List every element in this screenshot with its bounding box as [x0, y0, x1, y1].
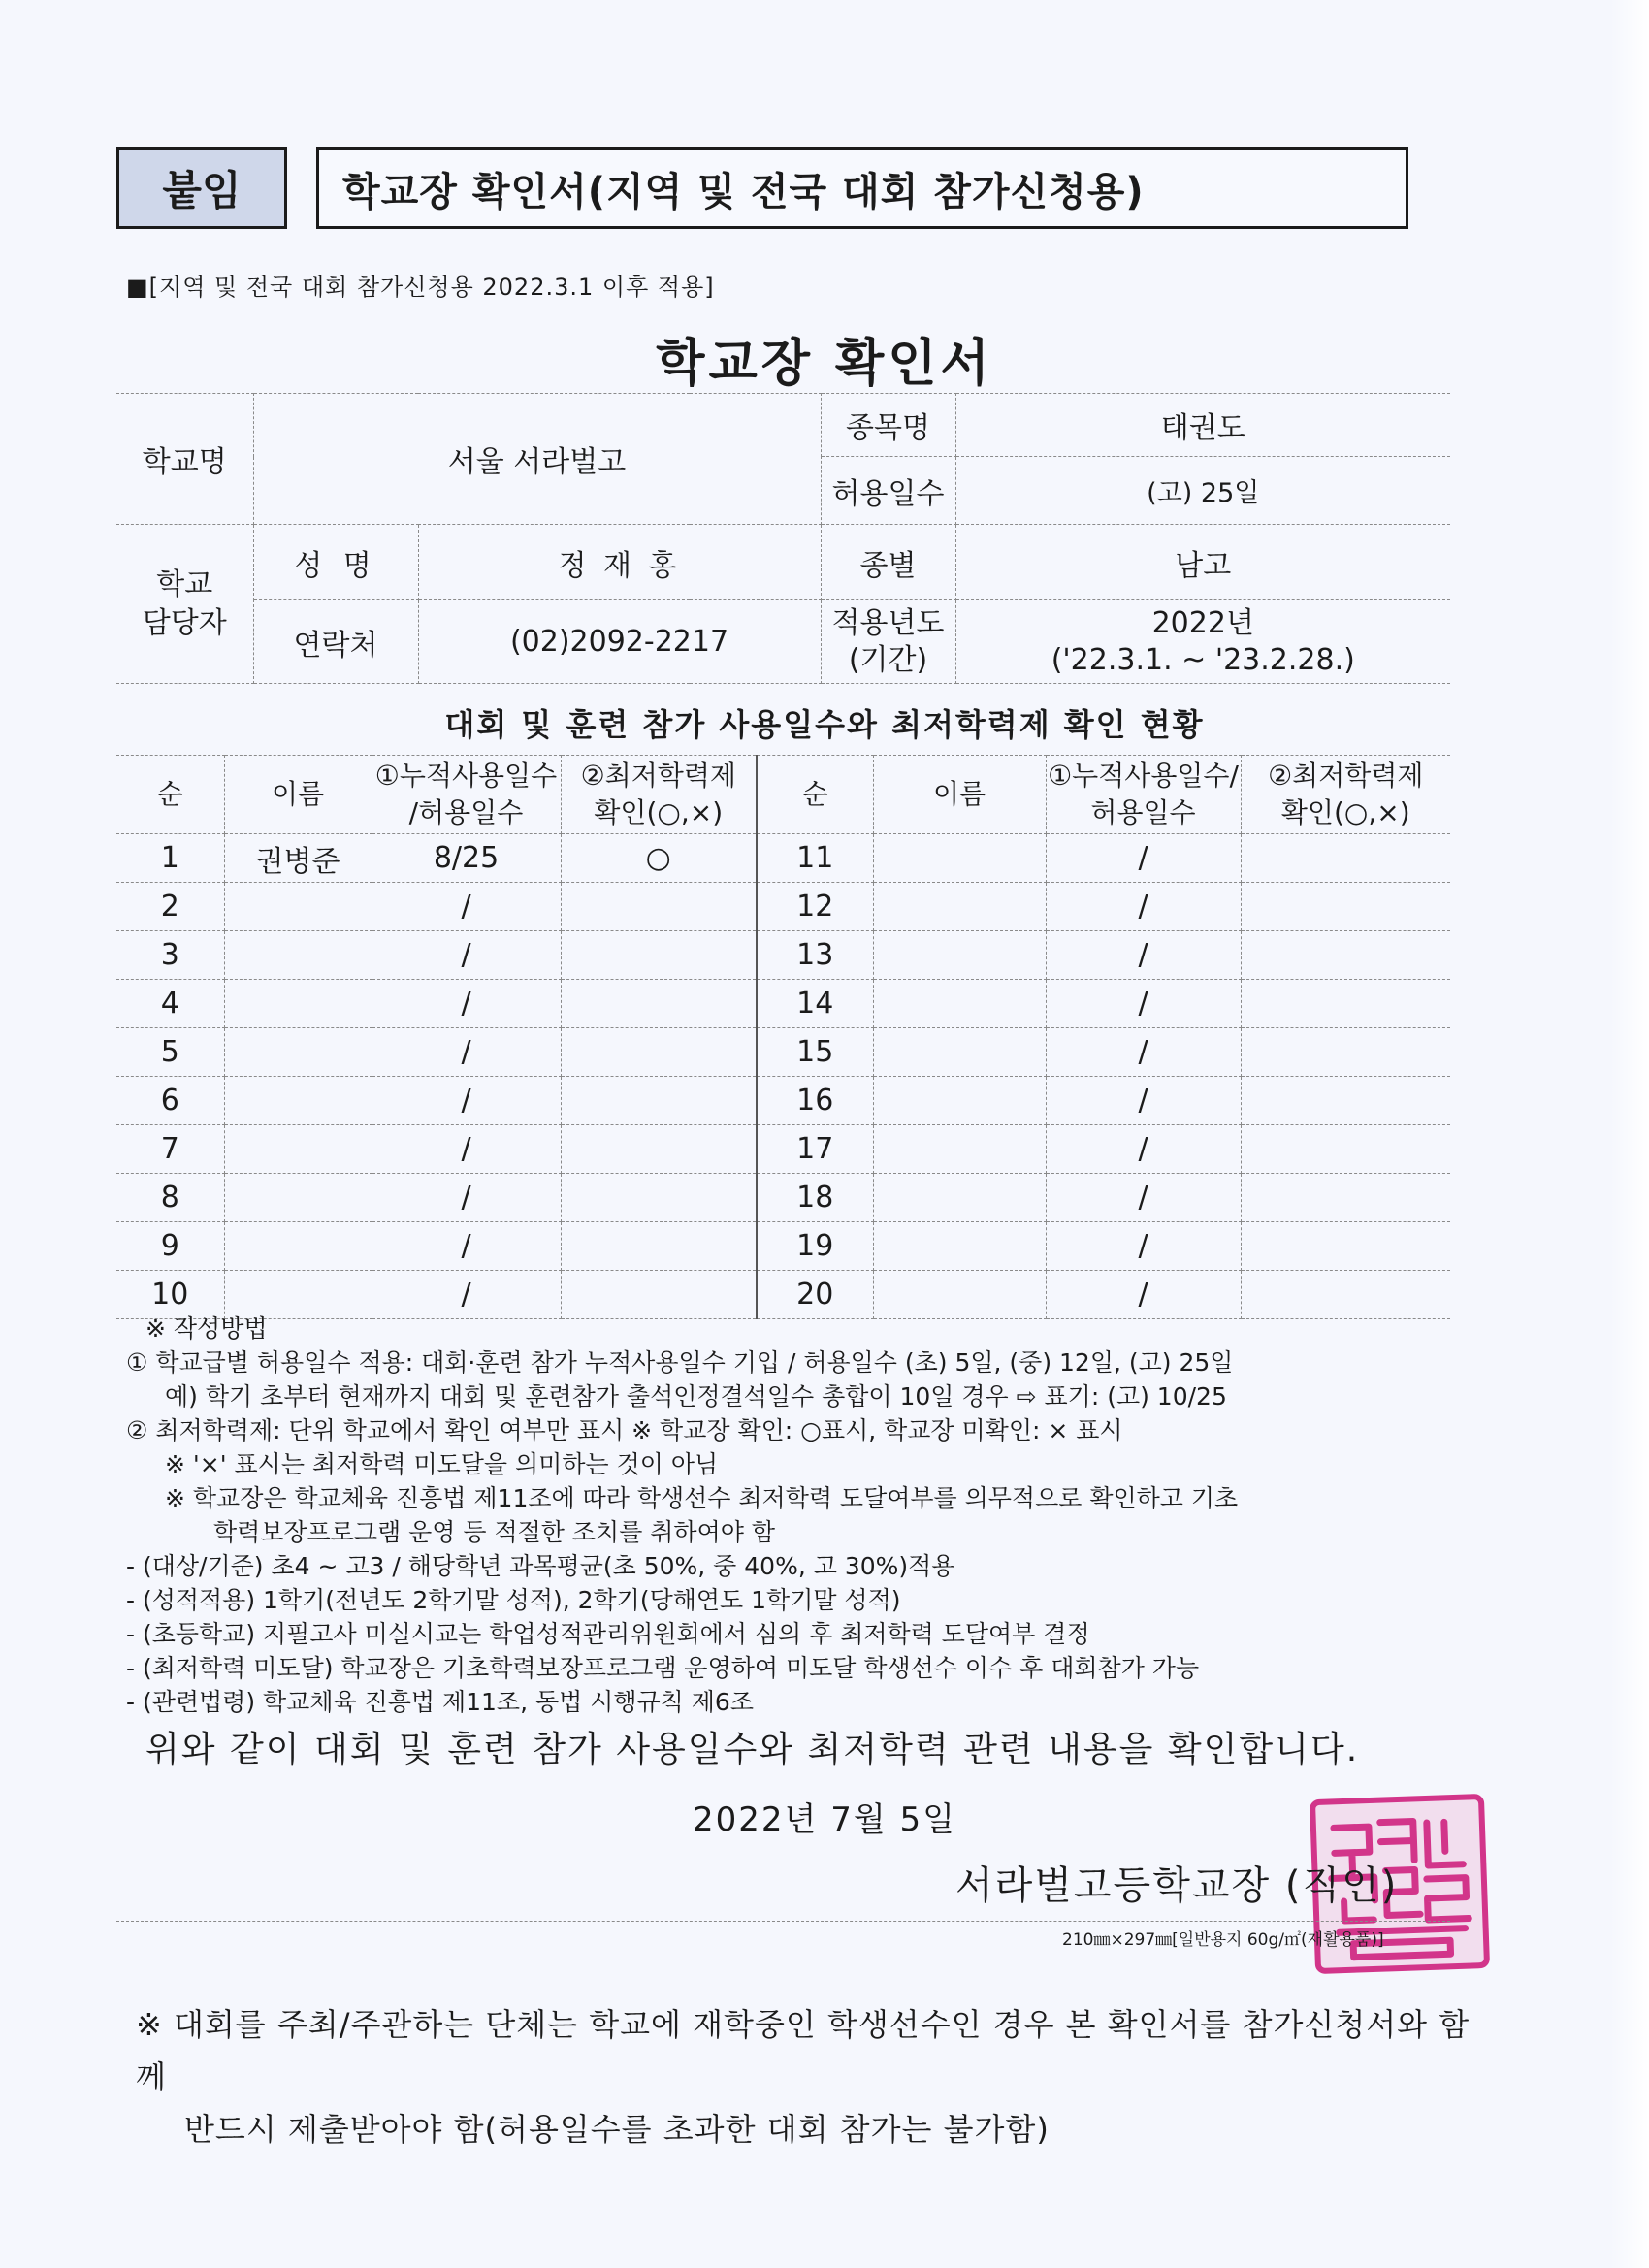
writing-instructions: [126, 1312, 1465, 1719]
gender-label: 종별: [821, 525, 955, 600]
roster-no: 9: [116, 1222, 224, 1271]
roster-header-row: [116, 756, 1450, 834]
form-title-box: 학교장 확인서(지역 및 전국 대회 참가신청용): [316, 147, 1408, 229]
roster-check: [561, 1077, 757, 1125]
roster-check: [561, 883, 757, 931]
roster-check-right: [1241, 883, 1450, 931]
signature-divider: [116, 1921, 1450, 1922]
contact-value: (02)2092-2217: [418, 600, 821, 684]
roster-no: 5: [116, 1028, 224, 1077]
roster-check-right: [1241, 834, 1450, 883]
roster-check: [561, 1174, 757, 1222]
name-value: 정 재 홍: [418, 525, 821, 600]
roster-name: [224, 980, 372, 1028]
roster-check: ○: [561, 834, 757, 883]
roster-name-right: [873, 931, 1046, 980]
roster-table: [116, 755, 1450, 1319]
roster-no-right: 20: [757, 1271, 873, 1319]
roster-name: [224, 1174, 372, 1222]
roster-days: /: [372, 980, 561, 1028]
roster-days-right: /: [1046, 1077, 1241, 1125]
roster-no-right: 12: [757, 883, 873, 931]
roster-no-right: 18: [757, 1174, 873, 1222]
col-days-right: ①누적사용일수/ 허용일수: [1046, 756, 1241, 834]
issue-date: 2022년 7월 5일: [693, 1800, 956, 1839]
roster-days: /: [372, 1222, 561, 1271]
year-label: 적용년도 (기간): [821, 600, 955, 684]
roster-days: 8/25: [372, 834, 561, 883]
roster-days-right: /: [1046, 1222, 1241, 1271]
note-1: ① 학교급별 허용일수 적용: 대회·훈련 참가 누적사용일수 기입 / 허용일수 (초) 5일, (중) 12일, (고) 25일: [126, 1348, 1234, 1377]
roster-no: 3: [116, 931, 224, 980]
roster-no: 8: [116, 1174, 224, 1222]
school-label: 학교명: [116, 394, 253, 525]
col-no: 순: [116, 756, 224, 834]
detail-3: - (초등학교) 지필고사 미실시교는 학업성적관리위원회에서 심의 후 최저학력 도달여부 결정: [126, 1620, 1090, 1648]
manager-label: 학교 담당자: [116, 525, 253, 684]
confirmation-statement: 위와 같이 대회 및 훈련 참가 사용일수와 최저학력 관련 내용을 확인합니다.: [146, 1730, 1360, 1769]
principal-signature: 서라벌고등학교장 (직인): [955, 1863, 1399, 1908]
roster-check-right: [1241, 1077, 1450, 1125]
submission-footnote: [136, 1998, 1474, 2155]
contact-label: 연락처: [253, 600, 418, 684]
roster-no: 10: [116, 1271, 224, 1319]
roster-name: [224, 1125, 372, 1174]
note-1-example: 예) 학기 초부터 현재까지 대회 및 훈련참가 출석인정결석일수 총합이 10일 경우 ⇨ 표기: (고) 10/25: [165, 1382, 1227, 1410]
event-value: 태권도: [955, 394, 1450, 457]
roster-no: 6: [116, 1077, 224, 1125]
roster-check-right: [1241, 1125, 1450, 1174]
roster-check: [561, 931, 757, 980]
note-2: ② 최저학력제: 단위 학교에서 확인 여부만 표시 ※ 학교장 확인: ○표시, 학교장 미확인: × 표시: [126, 1416, 1123, 1444]
roster-days: /: [372, 883, 561, 931]
year-value: 2022년 ('22.3.1. ~ '23.2.28.): [955, 600, 1450, 684]
roster-days-right: /: [1046, 834, 1241, 883]
document-title: 학교장 확인서: [656, 335, 993, 393]
roster-no-right: 16: [757, 1077, 873, 1125]
note-2-b: ※ 학교장은 학교체육 진흥법 제11조에 따라 학생선수 최저학력 도달여부를 의무적으로 확인하고 기초: [165, 1484, 1239, 1512]
note-2-a: ※ '×' 표시는 최저학력 미도달을 의미하는 것이 아님: [165, 1450, 719, 1478]
table-row: [116, 1174, 1450, 1222]
roster-name-right: [873, 883, 1046, 931]
table-row: [116, 883, 1450, 931]
roster-days: /: [372, 931, 561, 980]
roster-days-right: /: [1046, 980, 1241, 1028]
roster-name-right: [873, 980, 1046, 1028]
roster-name-right: [873, 1222, 1046, 1271]
roster-name: [224, 1222, 372, 1271]
school-info-table: [116, 393, 1450, 684]
attachment-tag: 붙임: [116, 147, 287, 229]
roster-no-right: 11: [757, 834, 873, 883]
note-2-c: 학력보장프로그램 운영 등 적절한 조치를 취하여야 함: [213, 1518, 775, 1546]
roster-heading: 대회 및 훈련 참가 사용일수와 최저학력제 확인 현황: [444, 706, 1205, 743]
footnote-line-1: ※ 대회를 주최/주관하는 단체는 학교에 재학중인 학생선수인 경우 본 확인서를 참가신청서와 함께: [136, 2006, 1471, 2095]
table-row: [116, 1125, 1450, 1174]
roster-name: [224, 931, 372, 980]
col-check-right: ②최저학력제 확인(○,×): [1241, 756, 1450, 834]
allowed-days-value: (고) 25일: [955, 457, 1450, 525]
roster-name-right: [873, 1125, 1046, 1174]
table-row: [116, 980, 1450, 1028]
col-days: ①누적사용일수 /허용일수: [372, 756, 561, 834]
roster-check-right: [1241, 1222, 1450, 1271]
roster-no: 7: [116, 1125, 224, 1174]
col-no-right: 순: [757, 756, 873, 834]
table-row: [116, 931, 1450, 980]
roster-check: [561, 980, 757, 1028]
detail-5: - (관련법령) 학교체육 진흥법 제11조, 동법 시행규칙 제6조: [126, 1688, 754, 1716]
roster-check-right: [1241, 980, 1450, 1028]
roster-days-right: /: [1046, 883, 1241, 931]
roster-name: [224, 1028, 372, 1077]
roster-days-right: /: [1046, 1174, 1241, 1222]
roster-days-right: /: [1046, 1028, 1241, 1077]
roster-days: /: [372, 1271, 561, 1319]
roster-days: /: [372, 1077, 561, 1125]
roster-check-right: [1241, 1028, 1450, 1077]
detail-4: - (최저학력 미도달) 학교장은 기초학력보장프로그램 운영하여 미도달 학생선수 이수 후 대회참가 가능: [126, 1654, 1200, 1682]
roster-check-right: [1241, 931, 1450, 980]
table-row: [116, 1077, 1450, 1125]
roster-days: /: [372, 1125, 561, 1174]
col-check: ②최저학력제 확인(○,×): [561, 756, 757, 834]
applied-note: ■[지역 및 전국 대회 참가신청용 2022.3.1 이후 적용]: [126, 274, 715, 301]
footnote-line-2: 반드시 제출받아야 함(허용일수를 초과한 대회 참가는 불가함): [184, 2111, 1050, 2148]
roster-name: [224, 883, 372, 931]
detail-2: - (성적적용) 1학기(전년도 2학기말 성적), 2학기(당해연도 1학기말 성적): [126, 1586, 901, 1614]
roster-no: 2: [116, 883, 224, 931]
roster-check-right: [1241, 1174, 1450, 1222]
roster-no-right: 19: [757, 1222, 873, 1271]
detail-1: - (대상/기준) 초4 ~ 고3 / 해당학년 과목평균(초 50%, 중 40%, 고 30%)적용: [126, 1552, 955, 1580]
school-value: 서울 서라벌고: [253, 394, 821, 525]
roster-name-right: [873, 834, 1046, 883]
roster-name-right: [873, 1028, 1046, 1077]
roster-name-right: [873, 1077, 1046, 1125]
roster-days-right: /: [1046, 1271, 1241, 1319]
table-row: [116, 1222, 1450, 1271]
table-row: [116, 1028, 1450, 1077]
roster-no-right: 17: [757, 1125, 873, 1174]
roster-check: [561, 1028, 757, 1077]
roster-no: 4: [116, 980, 224, 1028]
event-label: 종목명: [821, 394, 955, 457]
roster-days-right: /: [1046, 1125, 1241, 1174]
paper-spec: 210㎜×297㎜[일반용지 60g/㎡(재활용품)]: [1062, 1930, 1384, 1950]
notes-title: ※ 작성방법: [146, 1314, 268, 1343]
roster-no: 1: [116, 834, 224, 883]
roster-days: /: [372, 1174, 561, 1222]
allowed-days-label: 허용일수: [821, 457, 955, 525]
roster-no-right: 15: [757, 1028, 873, 1077]
name-label: 성 명: [253, 525, 418, 600]
roster-no-right: 13: [757, 931, 873, 980]
col-name-right: 이름: [873, 756, 1046, 834]
roster-name-right: [873, 1174, 1046, 1222]
scan-edge: [1610, 0, 1649, 2268]
roster-check: [561, 1125, 757, 1174]
gender-value: 남고: [955, 525, 1450, 600]
roster-check: [561, 1222, 757, 1271]
roster-name: [224, 1077, 372, 1125]
roster-no-right: 14: [757, 980, 873, 1028]
roster-days: /: [372, 1028, 561, 1077]
col-name: 이름: [224, 756, 372, 834]
roster-days-right: /: [1046, 931, 1241, 980]
roster-name: 권병준: [224, 834, 372, 883]
table-row: [116, 834, 1450, 883]
